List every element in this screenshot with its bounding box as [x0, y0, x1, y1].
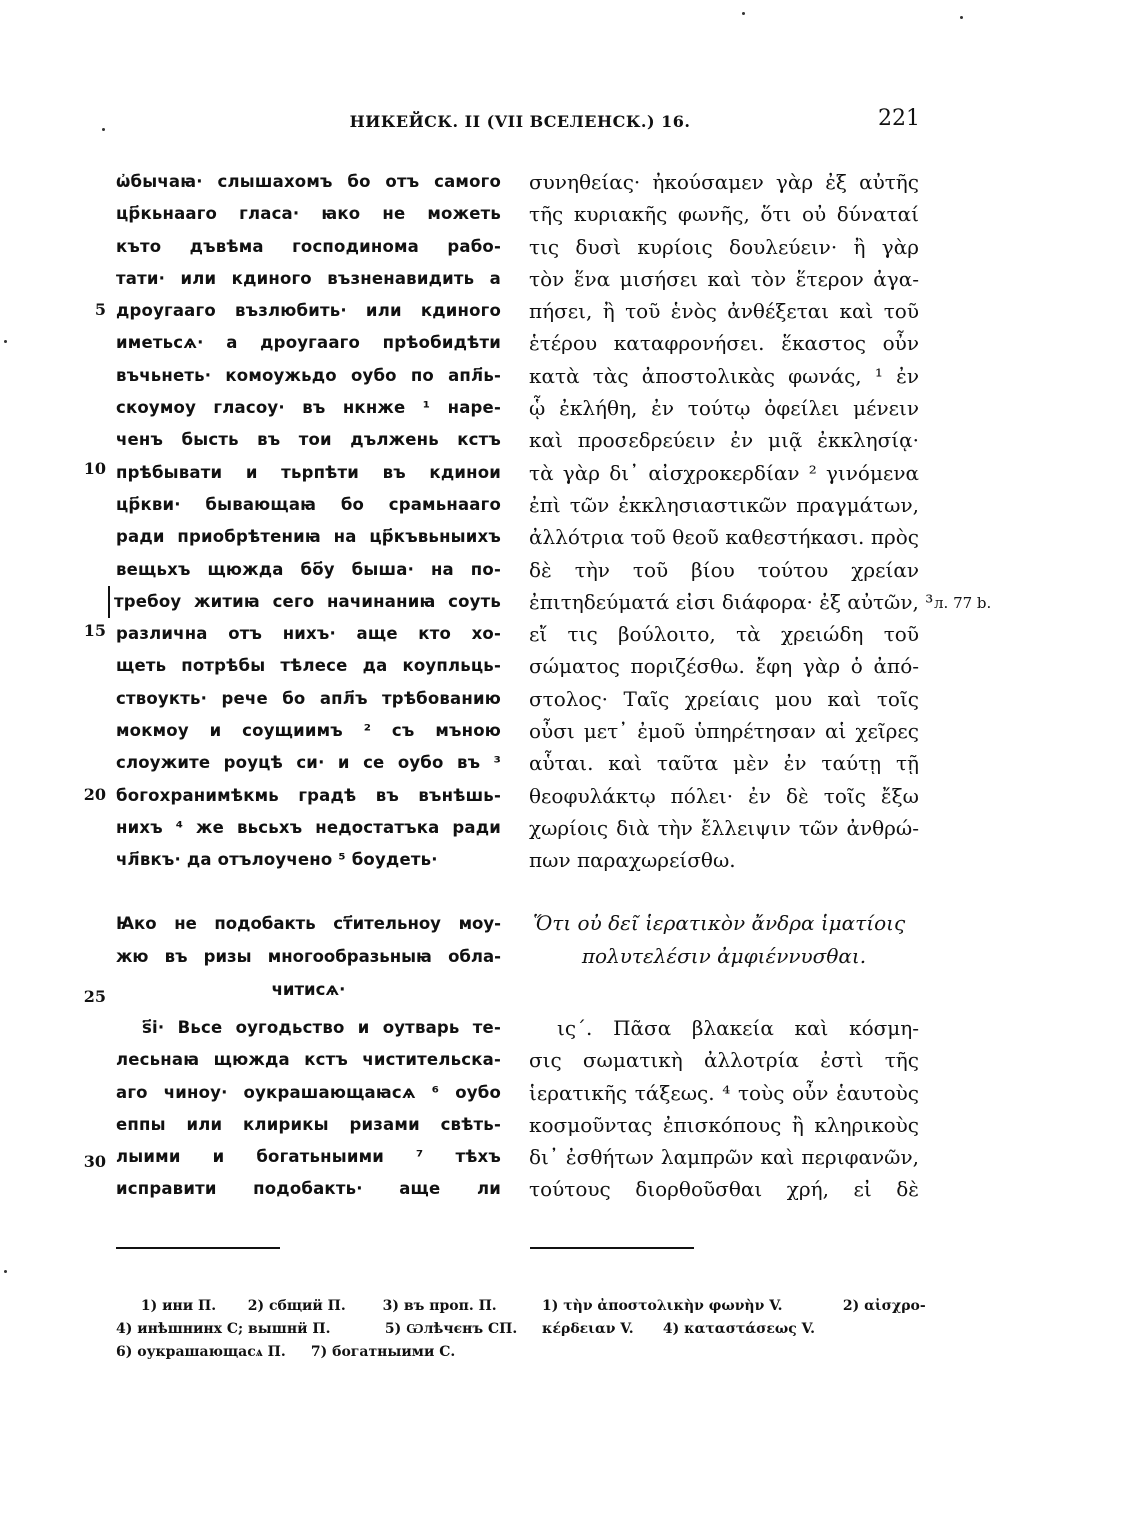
- greek-line: πων παραχωρείσθω.: [529, 848, 736, 873]
- slavonic-canon: [116, 1012, 501, 1206]
- greek-line: ἀλλότρια τοῦ θεοῦ καθεστήκασι. πρὸς: [529, 525, 919, 550]
- slavonic-line: къто дъвѣма господинома рабо-: [116, 236, 501, 256]
- greek-line: δὲ τὴν τοῦ βίου τούτου χρείαν: [529, 557, 919, 582]
- greek-line: εἴ τις βούλοιτο, τὰ χρειώδη τοῦ: [529, 622, 919, 647]
- greek-line: οὖσι μετ᾽ ἐμοῦ ὑπηρέτησαν αἱ χεῖρες: [529, 719, 919, 744]
- greek-line: τὰ γὰρ δι᾽ αἰσχροκερδίαν ² γινόμενα: [529, 460, 919, 485]
- greek-canon-line: δι᾽ ἐσθήτων λαμπρῶν καὶ περιφανῶν,: [529, 1145, 919, 1170]
- footnote: 2) сбщиӥ П.: [247, 1298, 346, 1314]
- greek-canon-line: ἱερατικῆς τάξεως. ⁴ τοὺς οὖν ἑαυτοὺς: [529, 1080, 919, 1105]
- slavonic-canon-line: аго чиноу· оукрашающаꙗсѧ ⁶ оубо: [116, 1082, 501, 1102]
- greek-canon-line: κοσμοῦντας ἐπισκόπους ἢ κληρικοὺς: [529, 1112, 919, 1137]
- greek-line: ᾧ ἐκλήθη, ἐν τούτῳ ὀφείλει μένειν: [529, 396, 919, 421]
- footnote: 1) ини П.: [140, 1298, 217, 1314]
- greek-column: [529, 166, 934, 877]
- slavonic-canon-line: лесьнаꙗ щюжда кстъ чиститeльска-: [116, 1050, 501, 1070]
- greek-line: τῆς κυριακῆς φωνῆς, ὅτι οὐ δύναταί: [529, 202, 919, 227]
- greek-line: τὸν ἕνα μισήσει καὶ τὸν ἕτερον ἀγα-: [529, 266, 919, 291]
- slavonic-line: нихъ ⁴ же вьсьхъ недостатъка ради: [116, 817, 501, 837]
- slavonic-footnote-rule: [116, 1247, 280, 1249]
- greek-line: ἐπιτηδεύματά εἰσι διάφορα· ἐξ αὐτῶν, ³: [529, 589, 934, 614]
- slavonic-line: прѣбывати и тьрпѣти въ кдинои: [116, 462, 501, 482]
- slavonic-line: тати· или кдиного възненавидить а: [116, 268, 501, 288]
- footnote: 2) αἰσχρο-: [842, 1298, 926, 1314]
- greek-line: ἑτέρου καταφρονήσει. ἕκαστος οὖν: [529, 331, 919, 356]
- slavonic-line: слоужите роуцѣ си· и се оубо въ ³: [116, 753, 501, 773]
- slavonic-line: ради приобрѣтениꙗ на цр҃къвьныихъ: [116, 527, 501, 547]
- greek-line: συνηθείας· ἠκούσαμεν γὰρ ἐξ αὐτῆς: [529, 170, 919, 194]
- slavonic-canon-line: лыими и богатьныими ⁷ тѣхъ: [116, 1147, 501, 1167]
- greek-canon: [529, 1012, 919, 1206]
- slavonic-heading-line: Ꙗко не подобакть ст҃ительноу моу-: [116, 914, 501, 933]
- line-number: 5: [94, 300, 106, 319]
- slavonic-line: ѡ҆бычаꙗ· слышахомъ бо отъ самого: [116, 172, 501, 191]
- slavonic-line: мокмоу и соущиимъ ² съ мъною: [116, 721, 501, 741]
- greek-canon-line: ις´. Πᾶσα βλακεία καὶ κόσμη-: [557, 1016, 919, 1040]
- slavonic-heading-line: жю въ ризы многообразьныꙗ облa-: [116, 947, 501, 966]
- footnote: 5) Ѡлѣчєнъ СП.: [384, 1321, 518, 1337]
- slavonic-line: щеть потрѣбы тѣлесе да коупльць-: [116, 656, 501, 676]
- slavonic-canon-line: еппы или клирикы ризами свѣть-: [116, 1114, 501, 1134]
- scan-speck: [4, 340, 7, 343]
- slavonic-column: [116, 166, 501, 877]
- footnote: κέρδειαν V.: [542, 1321, 634, 1337]
- slavonic-line: различна отъ нихъ· аще кто хо-: [116, 624, 501, 644]
- scan-speck: [4, 1270, 7, 1273]
- footnote: 1) τὴν ἀποστολικὴν φωνὴν V.: [542, 1298, 783, 1314]
- slavonic-canon-line: исправити подобакть· аще ли: [116, 1179, 501, 1199]
- slavonic-line: дроугаагo възлюбить· или кдиного: [116, 301, 501, 321]
- footnote: 4) καταστάσεως V.: [662, 1321, 815, 1337]
- slavonic-line: ченъ бысть въ тои дължень кстъ: [116, 430, 501, 450]
- greek-footnotes: [542, 1295, 926, 1341]
- greek-line: αὗται. καὶ ταῦτα μὲν ἐν ταύτῃ τῇ: [529, 751, 919, 776]
- slavonic-line: цр҃кви· бывающаꙗ бо срамьнааго: [116, 494, 501, 514]
- slavonic-heading: [116, 907, 501, 1006]
- scan-speck: [102, 128, 105, 131]
- greek-line: θεοφυλάκτῳ πόλει· ἐν δὲ τοῖς ἔξω: [529, 783, 919, 808]
- footnote: 7) богатныими С.: [310, 1344, 456, 1360]
- greek-footnote-rule: [530, 1247, 694, 1249]
- line-number: 30: [83, 1152, 106, 1171]
- slavonic-line: скоумоу гласоу· въ нкнже ¹ наре-: [116, 398, 501, 418]
- slavonic-line: иметьсѧ· а дроугаагo прѣобидѣти: [116, 333, 501, 353]
- running-title: НИКЕЙСК. II (VII ВСЕЛЕНСК.) 16.: [349, 112, 691, 131]
- line-number: 20: [83, 785, 106, 804]
- slavonic-heading-line: читисѧ·: [271, 980, 346, 999]
- greek-canon-line: τούτους διορθοῦσθαι χρή, εἰ δὲ: [529, 1177, 919, 1202]
- footnote: 4) инѣшнинх С; вышнӥ П.: [116, 1321, 331, 1337]
- greek-heading-line: Ὅτι οὐ δεῖ ἱερατικὸν ἄνδρα ἱματίοις: [533, 911, 906, 935]
- line-number: 15: [83, 621, 106, 640]
- greek-heading-line: πολυτελέσιν ἀμφιέννυσθαι.: [581, 944, 867, 968]
- greek-line: χωρίοις διὰ τὴν ἔλλειψιν τῶν ἀνθρώ-: [529, 815, 919, 840]
- slavonic-line: богохранимѣкмь градѣ въ вънѣшь-: [116, 785, 501, 805]
- slavonic-line: чл҃вкъ· да отълоучено ⁵ боудеть·: [116, 850, 438, 870]
- greek-heading: [529, 907, 919, 973]
- line-number: 25: [83, 987, 106, 1006]
- footnote: 3) въ проп. П.: [382, 1298, 497, 1314]
- greek-line: στολος· Ταῖς χρείαις μου καὶ τοῖς: [529, 686, 919, 711]
- greek-line: καὶ προσεδρεύειν ἐν μιᾷ ἐκκλησίᾳ·: [529, 428, 919, 453]
- slavonic-line: требоу житиꙗ сего начинаниꙗ соуть: [108, 586, 501, 618]
- scan-speck: [742, 12, 745, 15]
- greek-line: πήσει, ἢ τοῦ ἑνὸς ἀνθέξεται καὶ τοῦ: [529, 299, 919, 324]
- slavonic-footnotes: [116, 1295, 516, 1364]
- line-number: 10: [83, 459, 106, 478]
- slavonic-canon-line: ѕ҃і· Вьсе оугодьство и оутварь те-: [142, 1018, 501, 1037]
- slavonic-line: цр҃кьнааго гласа· ꙗко не можеть: [116, 204, 501, 224]
- margin-note: л. 77 b.: [934, 594, 992, 612]
- page-number: 221: [878, 106, 920, 131]
- slavonic-line: вещьхъ щюжда бо҃у быша· на по-: [116, 559, 501, 579]
- footnote: 6) оукрашающасѧ П.: [116, 1344, 286, 1360]
- greek-line: κατὰ τὰς ἀποστολικὰς φωνάς, ¹ ἐν: [529, 363, 919, 388]
- greek-canon-line: σις σωματικὴ ἀλλοτρία ἐστὶ τῆς: [529, 1048, 919, 1073]
- scan-speck: [960, 16, 963, 19]
- greek-line: τις δυσὶ κυρίοις δουλεύειν· ἢ γὰρ: [529, 234, 919, 259]
- greek-line: ἐπὶ τῶν ἐκκλησιαστικῶν πραγμάτων,: [529, 492, 919, 517]
- slavonic-line: въчьнеть· комоужьдо оубо по апл҃ь-: [116, 365, 501, 385]
- slavonic-line: ствоукть· рече бо апл҃ъ трѣбованию: [116, 688, 501, 708]
- greek-line: σώματος ποριζέσθω. ἔφη γὰρ ὁ ἀπό-: [529, 654, 919, 679]
